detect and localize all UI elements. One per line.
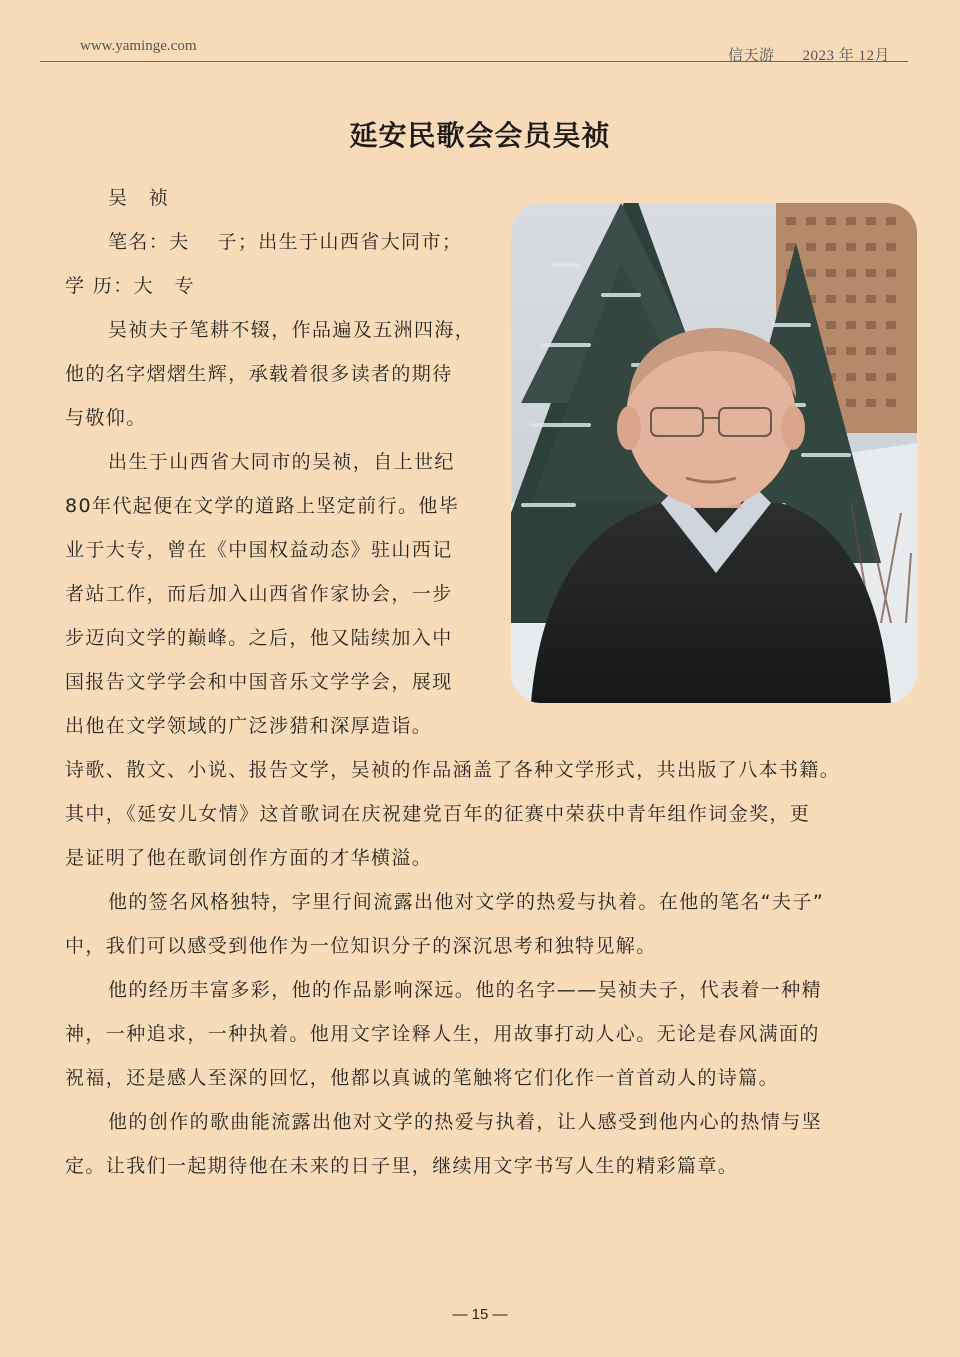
text-line: 他的创作的歌曲能流露出他对文学的热爱与执着，让人感受到他内心的热情与坚 [108, 1111, 823, 1133]
text-line: 是证明了他在歌词创作方面的才华横溢。 [65, 847, 433, 869]
header-url[interactable]: www.yaminge.com [80, 38, 197, 54]
page-number: — 15 — [452, 1306, 508, 1323]
column-name: 信天游 [727, 48, 775, 64]
text-line: 80年代起便在文学的道路上坚定前行。他毕 [65, 495, 460, 517]
text-line: 与敬仰。 [65, 407, 147, 429]
text-line: 出他在文学领域的广泛涉猎和深厚造诣。 [65, 715, 433, 737]
text-line: 出生于山西省大同市的吴祯，自上世纪 [108, 451, 455, 473]
header-rule [40, 61, 908, 62]
text-line: 学 历：大 专 [65, 275, 195, 297]
text-line: 他的签名风格独特，字里行间流露出他对文学的热爱与执着。在他的笔名“夫子” [108, 891, 825, 913]
text-line: 中，我们可以感受到他作为一位知识分子的深沉思考和独特见解。 [65, 935, 657, 957]
text-line: 其中，《延安儿女情》这首歌词在庆祝建党百年的征赛中荣获中青年组作词金奖，更 [65, 803, 811, 825]
text-line: 他的经历丰富多彩，他的作品影响深远。他的名字——吴祯夫子，代表着一种精 [108, 979, 823, 1001]
article-title: 延安民歌会会员吴祯 [349, 119, 611, 152]
text-line: 步迈向文学的巅峰。之后，他又陆续加入中 [65, 627, 453, 649]
author-name: 吴 祯 [108, 187, 170, 209]
text-line: 笔名：夫 子；出生于山西省大同市； [108, 231, 463, 253]
author-photo [511, 203, 917, 703]
text-line: 祝福，还是感人至深的回忆，他都以真诚的笔触将它们化作一首首动人的诗篇。 [65, 1067, 780, 1089]
text-line: 者站工作，而后加入山西省作家协会，一步 [65, 583, 453, 605]
text-line: 定。让我们一起期待他在未来的日子里，继续用文字书写人生的精彩篇章。 [65, 1155, 739, 1177]
text-line: 国报告文学学会和中国音乐文学学会，展现 [65, 671, 453, 693]
text-line: 业于大专，曾在《中国权益动态》驻山西记 [65, 539, 453, 561]
text-line: 他的名字熠熠生辉，承载着很多读者的期待 [65, 363, 453, 385]
text-line: 神，一种追求，一种执着。他用文字诠释人生，用故事打动人心。无论是春风满面的 [65, 1023, 820, 1045]
issue-date: 2023 年 12月 [802, 48, 890, 64]
text-line: 诗歌、散文、小说、报告文学，吴祯的作品涵盖了各种文学形式，共出版了八本书籍。 [65, 759, 841, 781]
text-line: 吴祯夫子笔耕不辍，作品遍及五洲四海， [108, 319, 476, 341]
